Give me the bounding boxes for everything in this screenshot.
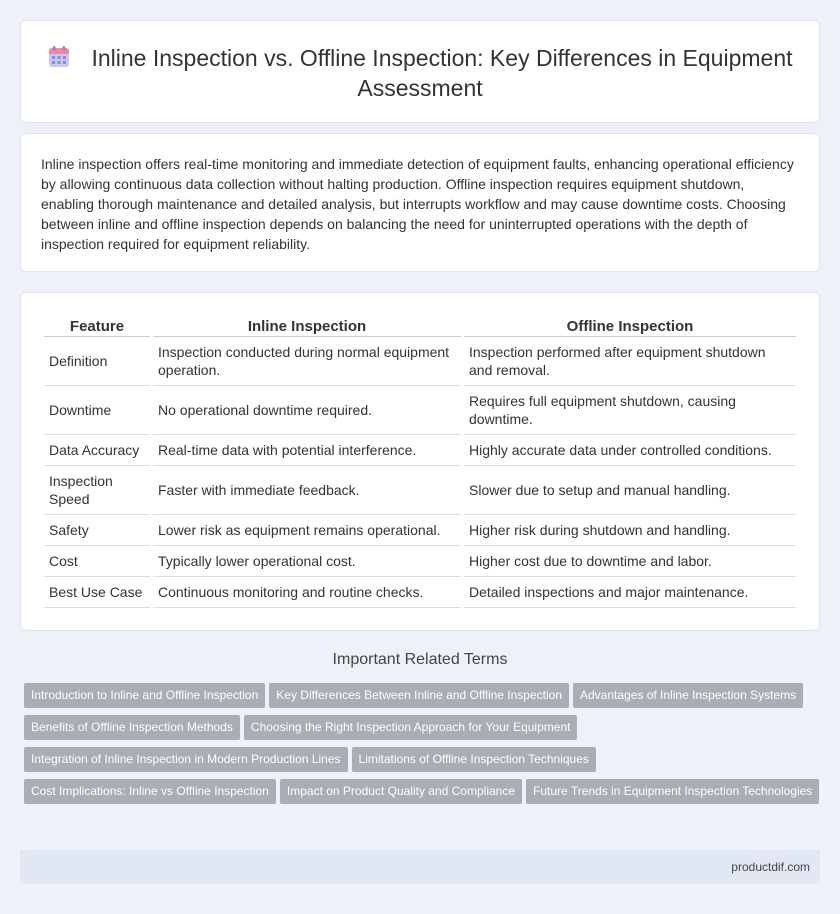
related-term-tag[interactable]: Introduction to Inline and Offline Inspection: [24, 683, 265, 708]
related-term-tag[interactable]: Impact on Product Quality and Compliance: [280, 779, 522, 804]
feature-cell: Best Use Case: [44, 577, 150, 608]
offline-cell: Slower due to setup and manual handling.: [464, 466, 796, 515]
table-row: [44, 386, 796, 435]
related-term-tag[interactable]: Benefits of Offline Inspection Methods: [24, 715, 240, 740]
related-terms-title: Important Related Terms: [332, 651, 508, 668]
related-terms-list: [20, 683, 820, 811]
feature-cell: Cost: [44, 546, 150, 577]
feature-cell: Data Accuracy: [44, 435, 150, 466]
related-term-tag[interactable]: Future Trends in Equipment Inspection Technologies: [526, 779, 819, 804]
inline-cell: No operational downtime required.: [153, 386, 461, 435]
offline-cell: Higher risk during shutdown and handling.: [464, 515, 796, 546]
feature-cell: Downtime: [44, 386, 150, 435]
header-offline: Offline Inspection: [464, 315, 796, 337]
table-row: [44, 546, 796, 577]
offline-cell: Higher cost due to downtime and labor.: [464, 546, 796, 577]
feature-cell: Safety: [44, 515, 150, 546]
related-term-tag[interactable]: Key Differences Between Inline and Offline Inspection: [269, 683, 569, 708]
footer: [20, 850, 820, 884]
table-row: [44, 435, 796, 466]
page-title: [21, 43, 819, 103]
offline-cell: Requires full equipment shutdown, causing downtime.: [464, 386, 796, 435]
related-term-tag[interactable]: Choosing the Right Inspection Approach for Your Equipment: [244, 715, 578, 740]
title-card: [20, 20, 820, 123]
related-term-tag[interactable]: Integration of Inline Inspection in Modern Production Lines: [24, 747, 348, 772]
page-title-text: Inline Inspection vs. Offline Inspection: Key Differences in Equipment Assessment: [91, 45, 793, 101]
inline-cell: Real-time data with potential interference.: [153, 435, 461, 466]
offline-cell: Detailed inspections and major maintenance.: [464, 577, 796, 608]
calendar-icon: [47, 45, 71, 69]
table-row: [44, 466, 796, 515]
inline-cell: Lower risk as equipment remains operational.: [153, 515, 461, 546]
related-term-tag[interactable]: Advantages of Inline Inspection Systems: [573, 683, 803, 708]
inline-cell: Continuous monitoring and routine checks.: [153, 577, 461, 608]
table-row: [44, 515, 796, 546]
inline-cell: Inspection conducted during normal equipment operation.: [153, 337, 461, 386]
footer-source[interactable]: productdif.com: [731, 860, 810, 874]
related-term-tag[interactable]: Limitations of Offline Inspection Techniques: [352, 747, 596, 772]
feature-cell: Inspection Speed: [44, 466, 150, 515]
inline-cell: Typically lower operational cost.: [153, 546, 461, 577]
comparison-card: [20, 292, 820, 631]
comparison-table: [41, 315, 799, 608]
offline-cell: Inspection performed after equipment shutdown and removal.: [464, 337, 796, 386]
intro-card: [20, 133, 820, 272]
table-row: [44, 337, 796, 386]
offline-cell: Highly accurate data under controlled conditions.: [464, 435, 796, 466]
feature-cell: Definition: [44, 337, 150, 386]
table-row: [44, 577, 796, 608]
related-term-tag[interactable]: Cost Implications: Inline vs Offline Inspection: [24, 779, 276, 804]
intro-paragraph: Inline inspection offers real-time monitoring and immediate detection of equipment faults, enhancing operational efficiency by allowing continuous data collection without halting production. Offline inspection requires equipment shutdown, enabling thorough maintenance and detailed analysis, but interrupts workflow and may cause downtime costs. Choosing between inline and offline inspection depends on balancing the need for uninterrupted operations with the depth of inspection required for equipment reliability.: [41, 156, 794, 252]
header-inline: Inline Inspection: [153, 315, 461, 337]
header-feature: Feature: [44, 315, 150, 337]
inline-cell: Faster with immediate feedback.: [153, 466, 461, 515]
